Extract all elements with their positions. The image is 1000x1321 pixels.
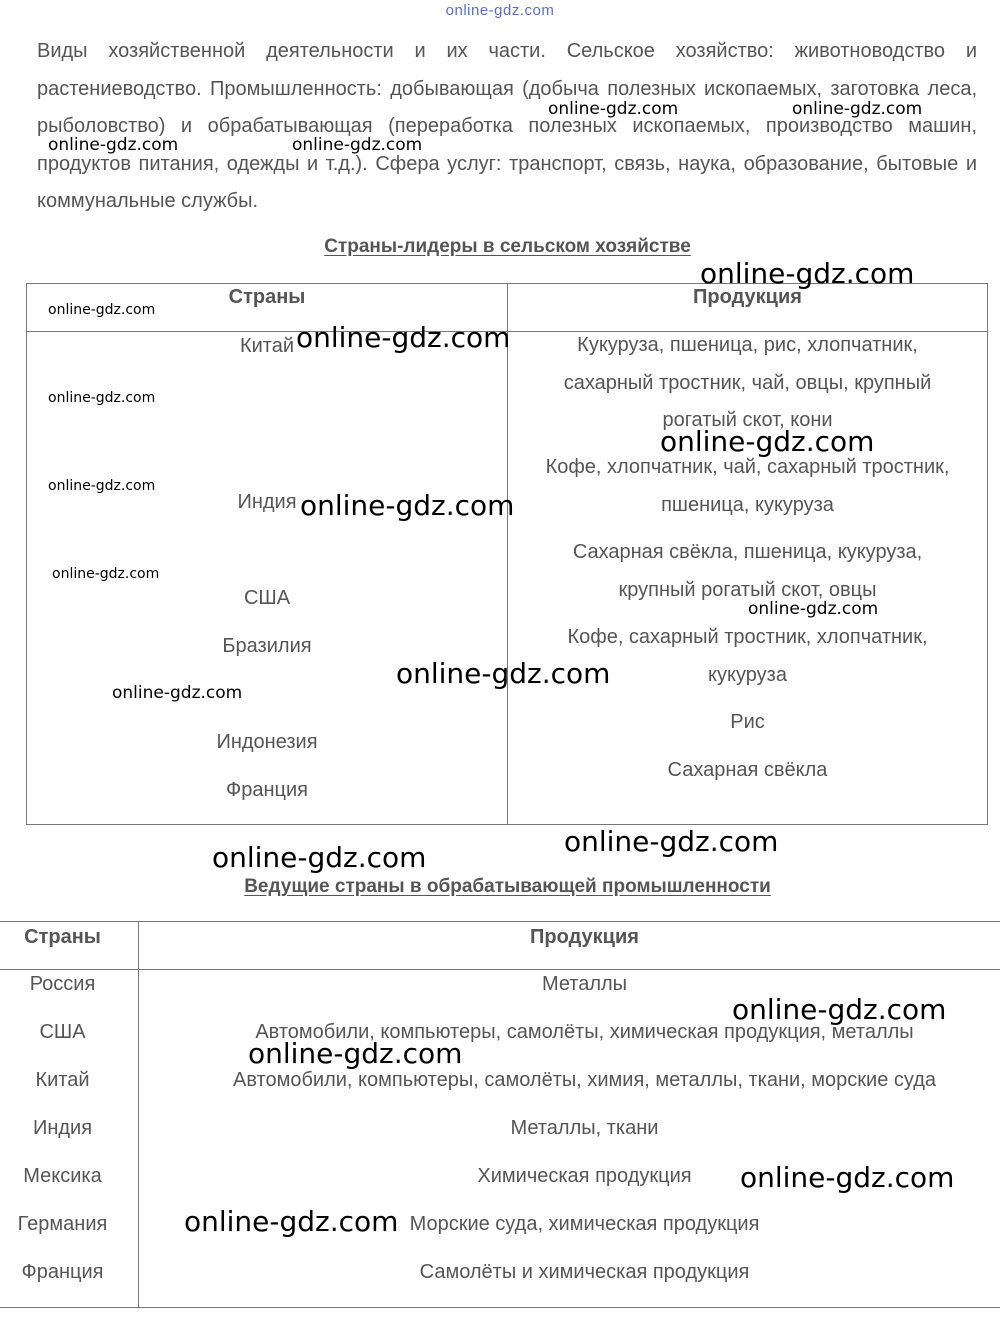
watermark: online-gdz.com	[296, 321, 511, 354]
watermark: online-gdz.com	[52, 566, 160, 582]
table2-title: Ведущие страны в обрабатывающей промышленности	[244, 876, 771, 897]
table2-border-top	[0, 921, 1000, 922]
watermark: online-gdz.com	[732, 993, 947, 1026]
watermark: online-gdz.com	[748, 599, 879, 619]
watermark: online-gdz.com	[740, 1161, 955, 1194]
watermark: online-gdz.com	[48, 135, 179, 155]
table1-product: Сахарная свёкла	[667, 759, 828, 781]
watermark: online-gdz.com	[48, 478, 156, 494]
watermark: online-gdz.com	[48, 302, 156, 318]
table1-country: Индонезия	[216, 731, 318, 753]
table1-country: США	[243, 587, 291, 609]
watermark: online-gdz.com	[112, 683, 243, 703]
table2-product: Металлы, ткани	[510, 1117, 659, 1139]
table2-country: Россия	[29, 973, 96, 995]
table2-product: Самолёты и химическая продукция	[419, 1261, 750, 1283]
table2-country: США	[39, 1021, 86, 1043]
watermark: online-gdz.com	[396, 657, 611, 690]
watermark: online-gdz.com	[300, 489, 515, 522]
table2-header-countries: Страны	[24, 926, 101, 948]
table1-country: Франция	[226, 779, 308, 801]
table1-border-right	[987, 283, 988, 825]
table2-country: Германия	[17, 1213, 108, 1235]
table1-country: Бразилия	[222, 635, 312, 657]
table2-header-products: Продукция	[530, 926, 639, 948]
watermark: online-gdz.com	[184, 1205, 399, 1238]
table2-product: Химическая продукция	[477, 1165, 692, 1187]
table2-border-bottom	[0, 1307, 1000, 1308]
table1-header-products: Продукция	[693, 286, 802, 308]
watermark: online-gdz.com	[48, 390, 156, 406]
watermark: online-gdz.com	[548, 99, 679, 119]
table1-column-divider	[507, 283, 508, 825]
table1-country: Китай	[239, 335, 295, 357]
watermark: online-gdz.com	[292, 135, 423, 155]
watermark: online-gdz.com	[660, 425, 875, 458]
table1-product: Кофе, сахарный тростник, хлопчатник, кукуруза	[567, 626, 928, 686]
table2-country: Мексика	[23, 1165, 102, 1187]
table2-product: Автомобили, компьютеры, самолёты, химическая продукция, металлы	[255, 1021, 914, 1043]
table2-product: Морские суда, химическая продукция	[409, 1213, 760, 1235]
table1-product: Кукуруза, пшеница, рис, хлопчатник, сахарный тростник, чай, овцы, крупный рогатый скот, кони	[563, 334, 932, 431]
table2-country: Индия	[32, 1117, 93, 1139]
table1-header-countries: Страны	[228, 286, 306, 308]
intro-paragraph: Виды хозяйственной деятельности и их части. Сельское хозяйство: животноводство и растениеводство. Промышленность: добывающая (добыча полезных ископаемых, заготовка леса, рыболовство) и обрабатывающая (переработка полезных ископаемых, производство машин, продуктов питания, одежды и т.д.). Сфера услуг: транспорт, связь, наука, образование, бытовые и коммунальные службы.	[37, 40, 977, 212]
table1-title: Страны-лидеры в сельском хозяйстве	[324, 236, 691, 257]
table2-country: Франция	[21, 1261, 104, 1283]
watermark: online-gdz.com	[792, 99, 923, 119]
table1-country: Индия	[237, 491, 297, 513]
table1-product: Сахарная свёкла, пшеница, кукуруза, крупный рогатый скот, овцы	[572, 541, 923, 601]
site-header: online-gdz.com	[445, 2, 555, 19]
table2-product: Металлы	[541, 973, 628, 995]
table2-country: Китай	[35, 1069, 90, 1091]
table1-product: Рис	[730, 711, 765, 733]
table2-product: Автомобили, компьютеры, самолёты, химия, металлы, ткани, морские суда	[232, 1069, 937, 1091]
watermark: online-gdz.com	[212, 841, 427, 874]
watermark: online-gdz.com	[248, 1037, 463, 1070]
table1-product: Кофе, хлопчатник, чай, сахарный тростник, пшеница, кукуруза	[545, 456, 950, 516]
table2-header-divider	[0, 969, 1000, 970]
watermark: online-gdz.com	[564, 825, 779, 858]
watermark: online-gdz.com	[700, 257, 915, 290]
